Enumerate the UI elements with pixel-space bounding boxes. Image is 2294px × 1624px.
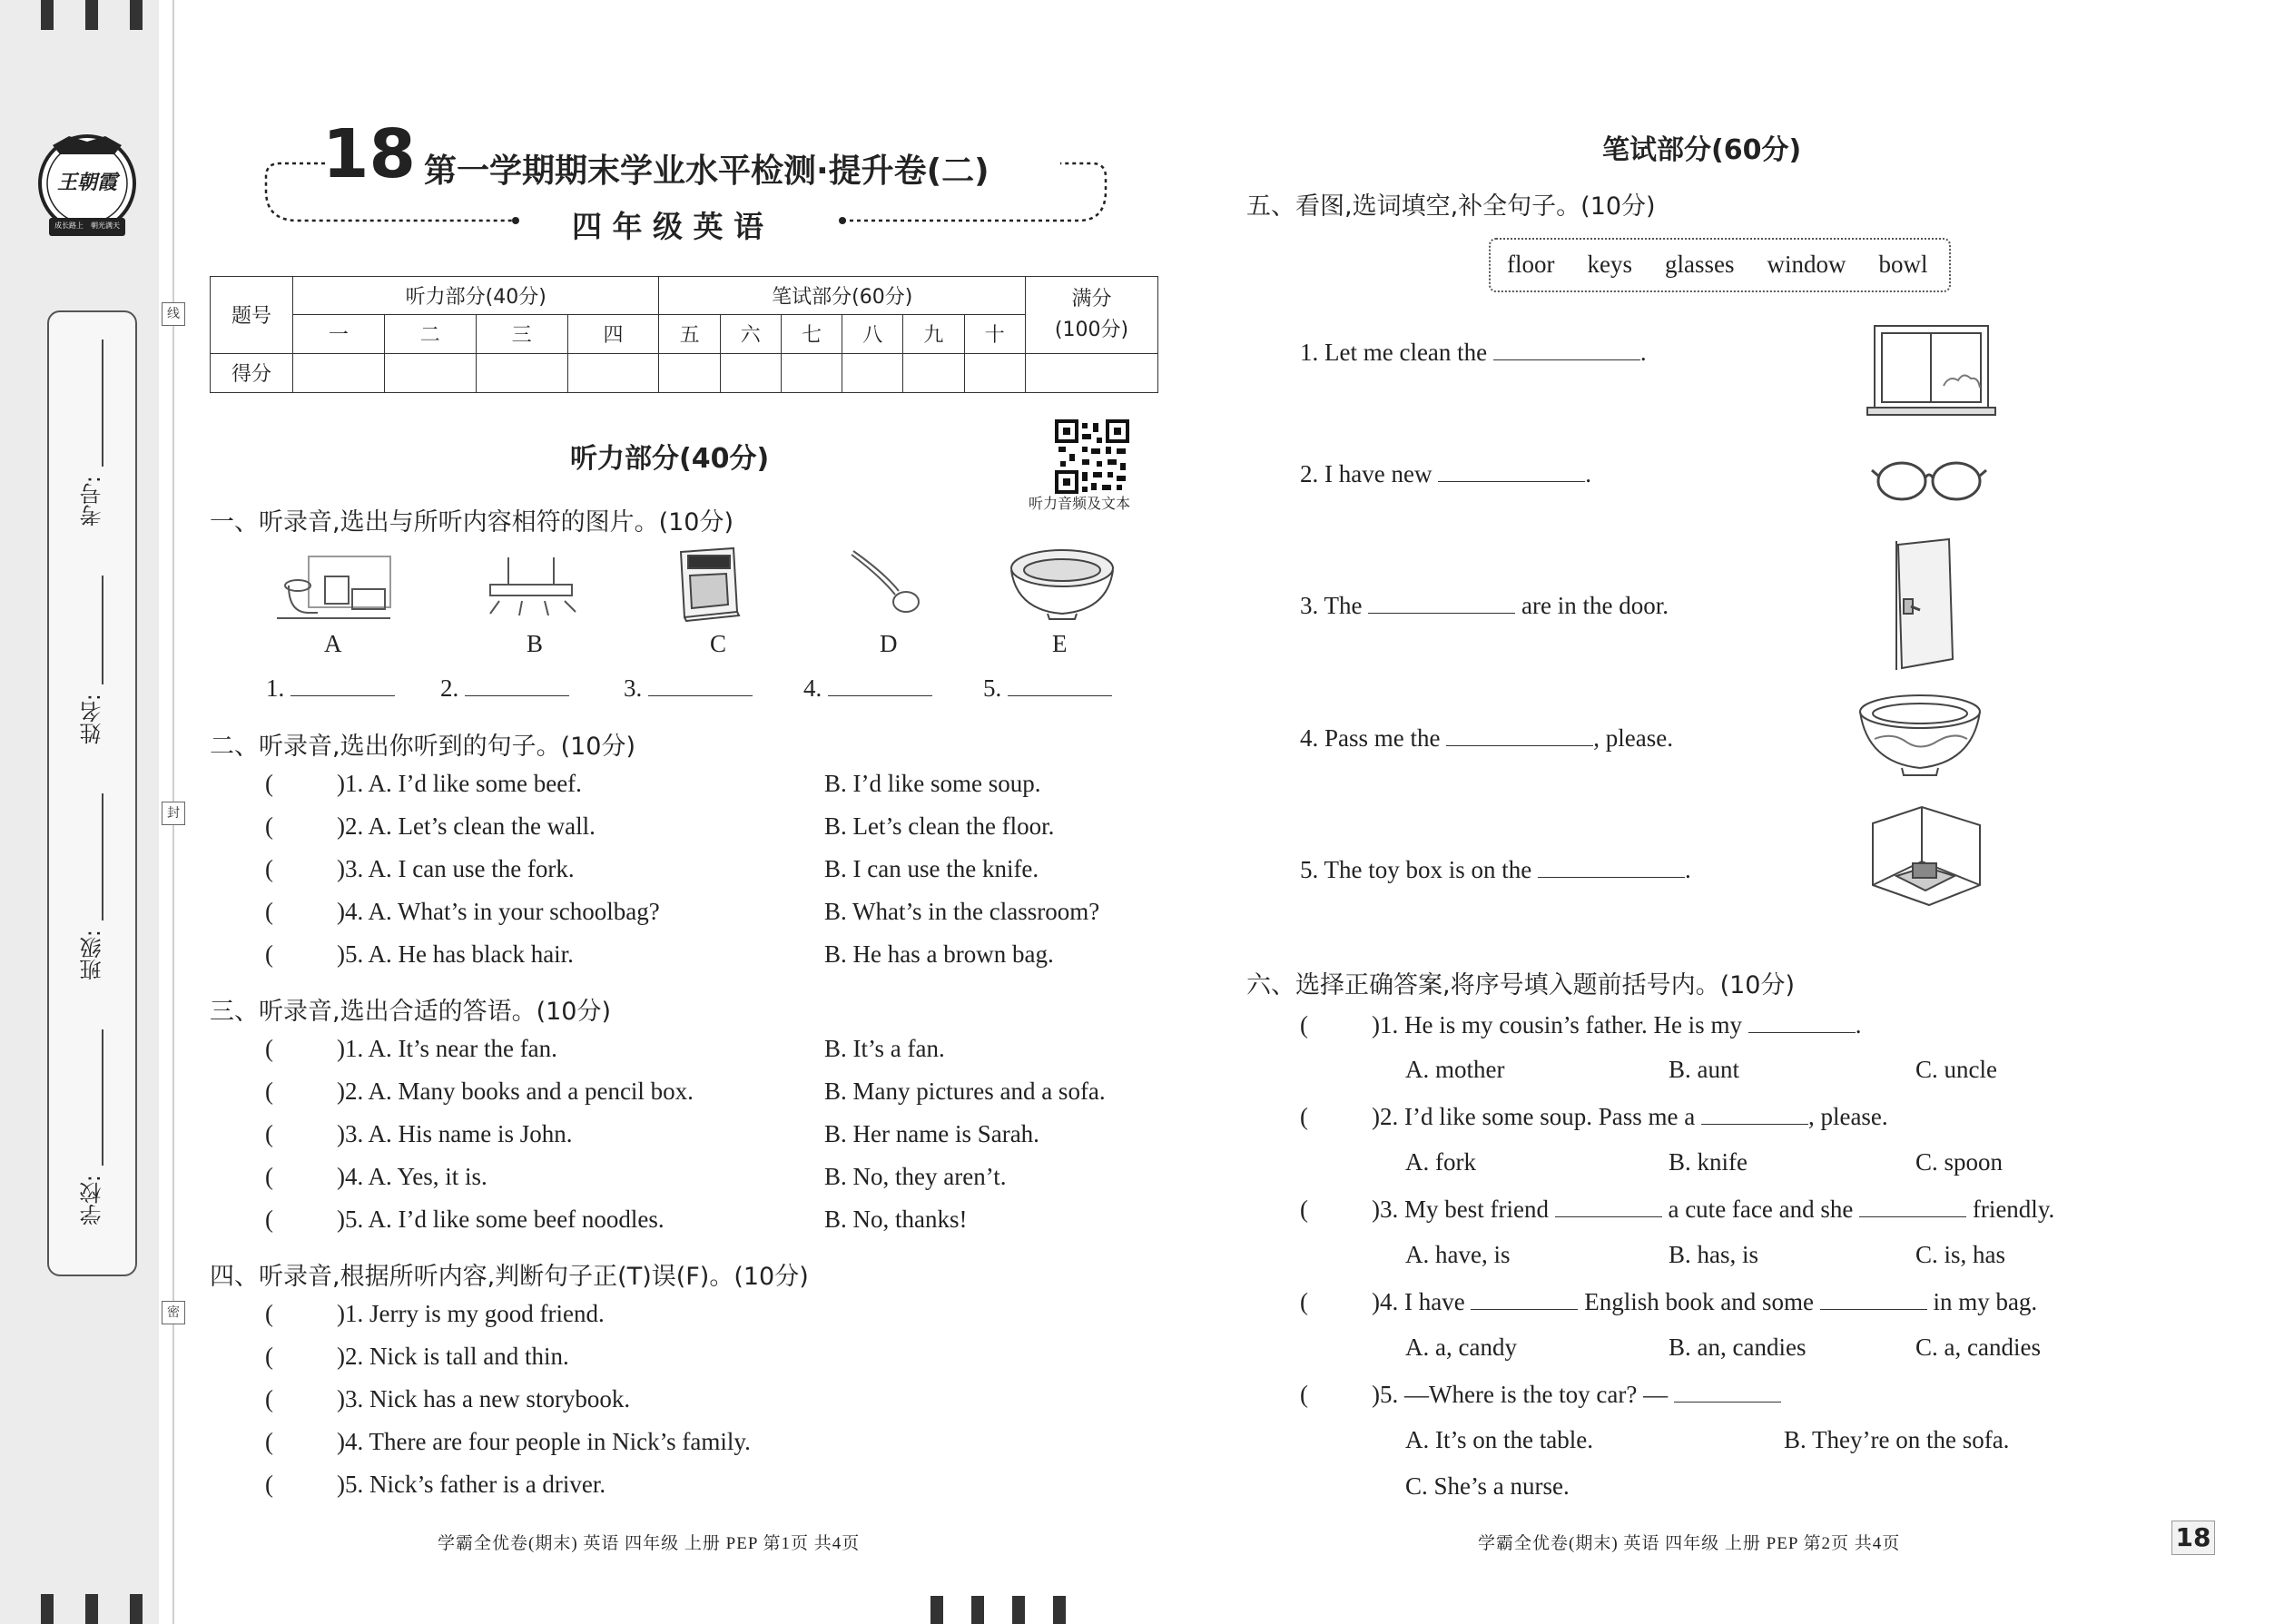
word: floor xyxy=(1507,251,1555,278)
option: B. knife xyxy=(1669,1148,1748,1176)
question-row: ( )4. I have English book and some in my bag. xyxy=(1300,1288,2038,1315)
register-mark xyxy=(85,1594,98,1624)
question-row: ( )5. A. I’d like some beef noodles. xyxy=(265,1206,665,1233)
door-keys-icon xyxy=(1884,536,1965,672)
option: C. She’s a nurse. xyxy=(1405,1472,1570,1500)
score-cell[interactable] xyxy=(842,353,903,392)
school-label: 学校: xyxy=(80,1175,105,1226)
register-mark xyxy=(85,0,98,30)
cut-label: 密 xyxy=(162,1301,185,1324)
light-icon xyxy=(472,554,590,622)
footer-right: 学霸全优卷(期末) 英语 四年级 上册 PEP 第2页 共4页 xyxy=(1478,1534,1901,1553)
answer-blank[interactable] xyxy=(1438,459,1585,482)
question-row: ( )1. A. I’d like some beef. xyxy=(265,770,582,797)
answer-blank[interactable] xyxy=(1748,1010,1856,1033)
picture-label: B xyxy=(527,630,544,657)
word: glasses xyxy=(1664,251,1735,278)
question-row: ( )2. A. Let’s clean the wall. xyxy=(265,812,596,840)
word-bank xyxy=(1489,238,1951,292)
word: window xyxy=(1767,251,1846,278)
answer-blank[interactable] xyxy=(1538,855,1685,878)
section-number: 一 xyxy=(293,315,385,353)
exam-number-label: 考号: xyxy=(80,476,105,527)
option-b: B. Many pictures and a sofa. xyxy=(824,1078,1106,1105)
question-row: ( )1. A. It’s near the fan. xyxy=(265,1035,557,1062)
option-b: B. No, thanks! xyxy=(824,1206,968,1233)
part1-heading: 一、听录音,选出与所听内容相符的图片。(10分) xyxy=(210,508,734,536)
question-row: ( )2. Nick is tall and thin. xyxy=(265,1343,569,1370)
section-number: 十 xyxy=(964,315,1026,353)
part2-heading: 二、听录音,选出你听到的句子。(10分) xyxy=(210,733,636,761)
answer-blank[interactable] xyxy=(290,674,395,696)
option-b: B. No, they aren’t. xyxy=(824,1163,1007,1190)
question-row: ( )4. A. Yes, it is. xyxy=(265,1163,487,1190)
question-row: ( )5. A. He has black hair. xyxy=(265,940,574,968)
question-row: ( )3. A. I can use the fork. xyxy=(265,855,575,882)
score-cell[interactable] xyxy=(567,353,659,392)
logo-text: 王朝霞 xyxy=(56,172,117,194)
spoon-icon xyxy=(844,549,926,622)
part4-heading: 四、听录音,根据所听内容,判断句子正(T)误(F)。(10分) xyxy=(210,1263,809,1291)
listening-title: 听力部分(40分) xyxy=(570,443,770,475)
exam-title: 第一学期期末学业水平检测·提升卷(二) xyxy=(424,153,989,190)
full-score-label: 满分 xyxy=(1071,287,1112,310)
option-b: B. It’s a fan. xyxy=(824,1035,945,1062)
option: A. fork xyxy=(1405,1148,1476,1176)
answer-blank[interactable] xyxy=(1701,1102,1808,1125)
name-field[interactable] xyxy=(102,576,103,684)
qr-caption: 听力音频及文本 xyxy=(1029,497,1131,512)
option: B. an, candies xyxy=(1669,1334,1807,1361)
answer-item: 3. xyxy=(624,674,753,703)
section-number: 五 xyxy=(659,315,720,353)
exam-number-field[interactable] xyxy=(102,340,103,467)
answer-blank[interactable] xyxy=(1674,1380,1781,1403)
register-mark xyxy=(971,1596,984,1624)
section-number: 七 xyxy=(781,315,842,353)
answer-blank[interactable] xyxy=(1471,1287,1578,1310)
window-icon xyxy=(1866,322,1997,418)
answer-blank[interactable] xyxy=(1008,674,1112,696)
score-cell[interactable] xyxy=(293,353,385,392)
register-mark xyxy=(1012,1596,1025,1624)
class-field[interactable] xyxy=(102,793,103,920)
logo-tagline: 成长路上 xyxy=(54,221,84,230)
question-row: ( )4. A. What’s in your schoolbag? xyxy=(265,898,660,925)
publisher-logo xyxy=(33,127,142,245)
word: bowl xyxy=(1878,251,1928,278)
picture-label: E xyxy=(1052,630,1068,657)
floor-icon xyxy=(1867,803,1985,908)
option-b: B. Her name is Sarah. xyxy=(824,1120,1039,1147)
section-number: 八 xyxy=(842,315,903,353)
register-mark xyxy=(130,0,143,30)
qr-code-icon[interactable] xyxy=(1055,419,1129,494)
option: C. spoon xyxy=(1915,1148,2004,1176)
option-b: B. I can use the knife. xyxy=(824,855,1039,882)
answer-blank[interactable] xyxy=(1368,591,1515,614)
answer-blank[interactable] xyxy=(1859,1195,1966,1217)
answer-item: 2. xyxy=(440,674,569,703)
register-mark xyxy=(930,1596,943,1624)
answer-blank[interactable] xyxy=(465,674,569,696)
score-cell[interactable] xyxy=(720,353,781,392)
answer-item: 5. xyxy=(983,674,1112,703)
register-mark xyxy=(1053,1596,1066,1624)
score-row-label: 题号 xyxy=(211,277,293,354)
option: C. is, has xyxy=(1915,1241,2006,1268)
section-number: 六 xyxy=(720,315,781,353)
score-cell[interactable] xyxy=(384,353,476,392)
student-info-box xyxy=(47,310,137,1276)
class-label: 班级: xyxy=(80,930,105,981)
section-number: 九 xyxy=(903,315,964,353)
question-row: ( )2. A. Many books and a pencil box. xyxy=(265,1078,694,1105)
answer-blank[interactable] xyxy=(648,674,753,696)
question-row: ( )2. I’d like some soup. Pass me a , please. xyxy=(1300,1103,1888,1130)
option: B. has, is xyxy=(1669,1241,1759,1268)
option: B. They’re on the sofa. xyxy=(1784,1426,2010,1453)
cut-label: 线 xyxy=(162,302,185,326)
picture-label: D xyxy=(880,630,898,657)
picture-label: C xyxy=(710,630,727,657)
question-row: ( )5. Nick’s father is a driver. xyxy=(265,1471,606,1498)
register-mark xyxy=(41,1594,54,1624)
section-number: 四 xyxy=(567,315,659,353)
word: keys xyxy=(1587,251,1632,278)
score-cell[interactable] xyxy=(659,353,720,392)
option: A. have, is xyxy=(1405,1241,1511,1268)
option-b: B. Let’s clean the floor. xyxy=(824,812,1055,840)
exam-number: 18 xyxy=(322,115,416,193)
score-cell[interactable] xyxy=(964,353,1026,392)
score-cell[interactable] xyxy=(781,353,842,392)
full-score-value: (100分) xyxy=(1054,318,1129,341)
question-row: ( )3. My best friend a cute face and she friendly. xyxy=(1300,1196,2055,1223)
score-cell[interactable] xyxy=(476,353,567,392)
score-cell[interactable] xyxy=(903,353,964,392)
question-row: ( )1. Jerry is my good friend. xyxy=(265,1300,605,1327)
question-row: ( )1. He is my cousin’s father. He is my . xyxy=(1300,1011,1862,1038)
page-number-badge: 18 xyxy=(2171,1521,2215,1555)
name-label: 姓名: xyxy=(80,694,105,745)
bowl-icon xyxy=(1008,545,1117,622)
bathroom-icon xyxy=(272,549,395,622)
question-row: ( )5. —Where is the toy car? — xyxy=(1300,1380,1781,1409)
picture-label: A xyxy=(324,630,342,657)
storybook-icon xyxy=(672,545,744,623)
question-row: ( )4. There are four people in Nick’s family. xyxy=(265,1428,751,1455)
answer-blank[interactable] xyxy=(1820,1287,1927,1310)
footer-left: 学霸全优卷(期末) 英语 四年级 上册 PEP 第1页 共4页 xyxy=(438,1534,861,1553)
full-score-cell xyxy=(1026,277,1158,354)
section-number: 二 xyxy=(384,315,476,353)
option: A. It’s on the table. xyxy=(1405,1426,1593,1453)
register-mark xyxy=(130,1594,143,1624)
option-b: B. What’s in the classroom? xyxy=(824,898,1100,925)
word-bank-words xyxy=(1507,251,1927,279)
option: A. a, candy xyxy=(1405,1334,1517,1361)
option: C. uncle xyxy=(1915,1056,1997,1083)
writing-group-header: 笔试部分(60分) xyxy=(659,277,1026,315)
listening-group-header: 听力部分(40分) xyxy=(293,277,659,315)
fill-item: 1. Let me clean the . xyxy=(1300,339,1647,366)
score-row-label: 得分 xyxy=(211,353,293,392)
fill-item: 2. I have new . xyxy=(1300,460,1591,487)
writing-title: 笔试部分(60分) xyxy=(1602,134,1802,166)
answer-blank[interactable] xyxy=(1555,1195,1662,1217)
part5-heading: 五、看图,选词填空,补全句子。(10分) xyxy=(1246,192,1656,221)
exam-subtitle: 四 年 级 英 语 xyxy=(572,209,763,244)
fill-item: 3. The are in the door. xyxy=(1300,592,1669,619)
answer-blank[interactable] xyxy=(1446,723,1593,746)
option-b: B. I’d like some soup. xyxy=(824,770,1041,797)
logo-tagline: 朝光满天 xyxy=(91,221,120,230)
score-table xyxy=(210,276,1158,393)
school-field[interactable] xyxy=(102,1029,103,1166)
bowl-icon xyxy=(1856,690,1984,781)
question-row: ( )3. Nick has a new storybook. xyxy=(265,1385,631,1412)
answer-item: 1. xyxy=(266,674,395,703)
part6-heading: 六、选择正确答案,将序号填入题前括号内。(10分) xyxy=(1246,971,1796,999)
option: B. aunt xyxy=(1669,1056,1739,1083)
answer-item: 4. xyxy=(803,674,932,703)
glasses-icon xyxy=(1870,452,1988,507)
answer-blank[interactable] xyxy=(1493,338,1640,360)
part3-heading: 三、听录音,选出合适的答语。(10分) xyxy=(210,998,612,1026)
option-b: B. He has a brown bag. xyxy=(824,940,1054,968)
section-number: 三 xyxy=(476,315,567,353)
option: C. a, candies xyxy=(1915,1334,2041,1361)
fill-item: 5. The toy box is on the . xyxy=(1300,856,1691,883)
fill-item: 4. Pass me the , please. xyxy=(1300,724,1673,752)
score-cell[interactable] xyxy=(1026,353,1158,392)
answer-blank[interactable] xyxy=(828,674,932,696)
register-mark xyxy=(41,0,54,30)
option: A. mother xyxy=(1405,1056,1505,1083)
question-row: ( )3. A. His name is John. xyxy=(265,1120,573,1147)
cut-label: 封 xyxy=(162,802,185,825)
